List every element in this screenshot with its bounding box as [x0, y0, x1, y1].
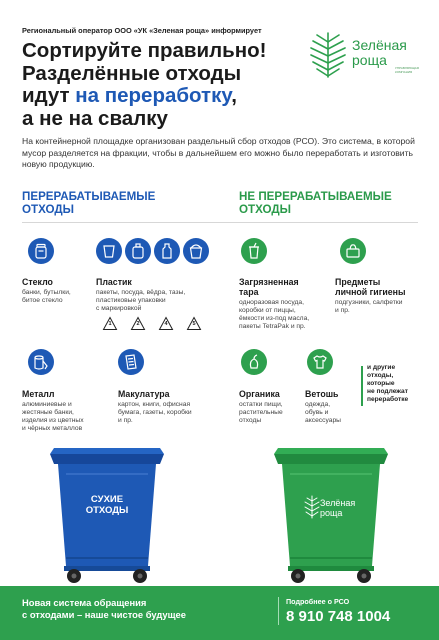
operator-note: Региональный оператор ООО «УК «Зеленая роща» информирует: [22, 26, 262, 35]
recyclable-title-line-1: ПЕРЕРАБАТЫВАЕМЫЕ: [22, 190, 156, 203]
intro-text: На контейнерной площадке организован раздельный сбор отходов (РСО). Это система, в которой мусор разделяется на фракции, чтобы в дальнейшем его можно было переработать и изготовить новую продукцию.: [22, 136, 415, 169]
plastic-jug-icon: [125, 238, 151, 264]
recycle-code-1-icon: [102, 316, 118, 332]
footer-more-label: Подробнее о РСО: [286, 597, 350, 606]
green-bin-logo-line-2: роща: [320, 508, 343, 518]
organic-desc: остатки пищи, растительные отходы: [239, 401, 283, 424]
footer-separator: [278, 597, 279, 625]
recycle-code-4-icon: [158, 316, 174, 332]
section-divider: [22, 222, 418, 223]
rags-title: Ветошь: [305, 389, 339, 399]
recycle-code-5: 5: [192, 321, 196, 327]
headline-line-4: а не на свалку: [22, 106, 168, 130]
headline-accent: на переработку: [75, 84, 232, 107]
green-bin-logo-text: [320, 498, 380, 518]
brand-logo: [308, 30, 420, 82]
blue-bin-label: СУХИЕ ОТХОДЫ: [85, 494, 129, 516]
logo-name-line-1: Зелёная: [352, 37, 407, 53]
non-recyclable-section-title: [239, 190, 429, 216]
recycle-code-5-icon: [186, 316, 202, 332]
logo-name-line-2: роща: [352, 52, 387, 68]
dirty-cup-icon: [241, 238, 267, 264]
paper-desc: картон, книги, офисная бумага, газеты, коробки и пр.: [118, 401, 192, 424]
tissue-box-icon: [340, 238, 366, 264]
headline-line-3-suffix: ,: [231, 84, 237, 107]
other-waste-note: и другие отходы, которые не подлежат переработке: [367, 364, 409, 403]
tin-can-icon: [28, 349, 54, 375]
footer-phone[interactable]: 8 910 748 1004: [286, 608, 391, 625]
plastic-title: Пластик: [96, 277, 132, 287]
recycle-code-1: 1: [108, 321, 112, 327]
metal-title: Металл: [22, 389, 55, 399]
headline-line-1: Сортируйте правильно!: [22, 39, 267, 62]
headline-line-3-prefix: идут: [22, 84, 76, 107]
metal-desc: алюминиевые и жестяные банки, изделия из цветных и чёрных металлов: [22, 401, 84, 432]
hygiene-title: Предметы личной гигиены: [335, 277, 406, 297]
footer-slogan-line-2: с отходами – наше чистое будущее: [22, 609, 186, 620]
non-recyclable-title-line-2: ОТХОДЫ: [239, 203, 292, 216]
recycle-code-2-icon: [130, 316, 146, 332]
non-recyclable-title-line-1: НЕ ПЕРЕРАБАТЫВАЕМЫЕ: [239, 190, 392, 203]
rags-desc: одежда, обувь и аксессуары: [305, 401, 341, 424]
plastic-cup-icon: [96, 238, 122, 264]
page-headline: [22, 40, 292, 130]
tshirt-icon: [307, 349, 333, 375]
organic-waste-icon: [241, 349, 267, 375]
plastic-bucket-icon: [183, 238, 209, 264]
paper-icon: [118, 349, 144, 375]
plastic-desc: пакеты, посуда, вёдра, тазы, пластиковые упаковки с маркировкой: [96, 289, 186, 312]
recyclable-title-line-2: ОТХОДЫ: [22, 203, 75, 216]
dirty-packaging-desc: одноразовая посуда, коробки от пиццы, ёмкости из-под масла, пакеты TetraPak и пр.: [239, 299, 310, 330]
pine-logo-icon: [308, 30, 348, 80]
headline-line-2: Разделённые отходы: [22, 61, 242, 85]
recycle-code-2: 2: [136, 321, 140, 327]
footer-slogan: [22, 597, 242, 621]
headline-line-3: [22, 85, 292, 108]
recyclable-section-title: [22, 190, 212, 216]
logo-name: [352, 38, 407, 68]
glass-title: Стекло: [22, 277, 53, 287]
organic-title: Органика: [239, 389, 280, 399]
plastic-bottle-icon: [154, 238, 180, 264]
recycle-code-4: 4: [164, 321, 168, 327]
footer-slogan-line-1: Новая система обращения: [22, 597, 147, 608]
other-note-marker: [361, 366, 363, 406]
glass-desc: банки, бутылки, битое стекло: [22, 289, 71, 304]
hygiene-desc: подгузники, салфетки и пр.: [335, 299, 403, 314]
logo-subtitle: УПРАВЛЯЮЩАЯ КОМПАНИЯ: [395, 66, 419, 74]
glass-jar-icon: [28, 238, 54, 264]
dirty-packaging-title: Загрязненная тара: [239, 277, 299, 297]
green-bin-logo-line-1: Зелёная: [320, 498, 356, 508]
paper-title: Макулатура: [118, 389, 170, 399]
